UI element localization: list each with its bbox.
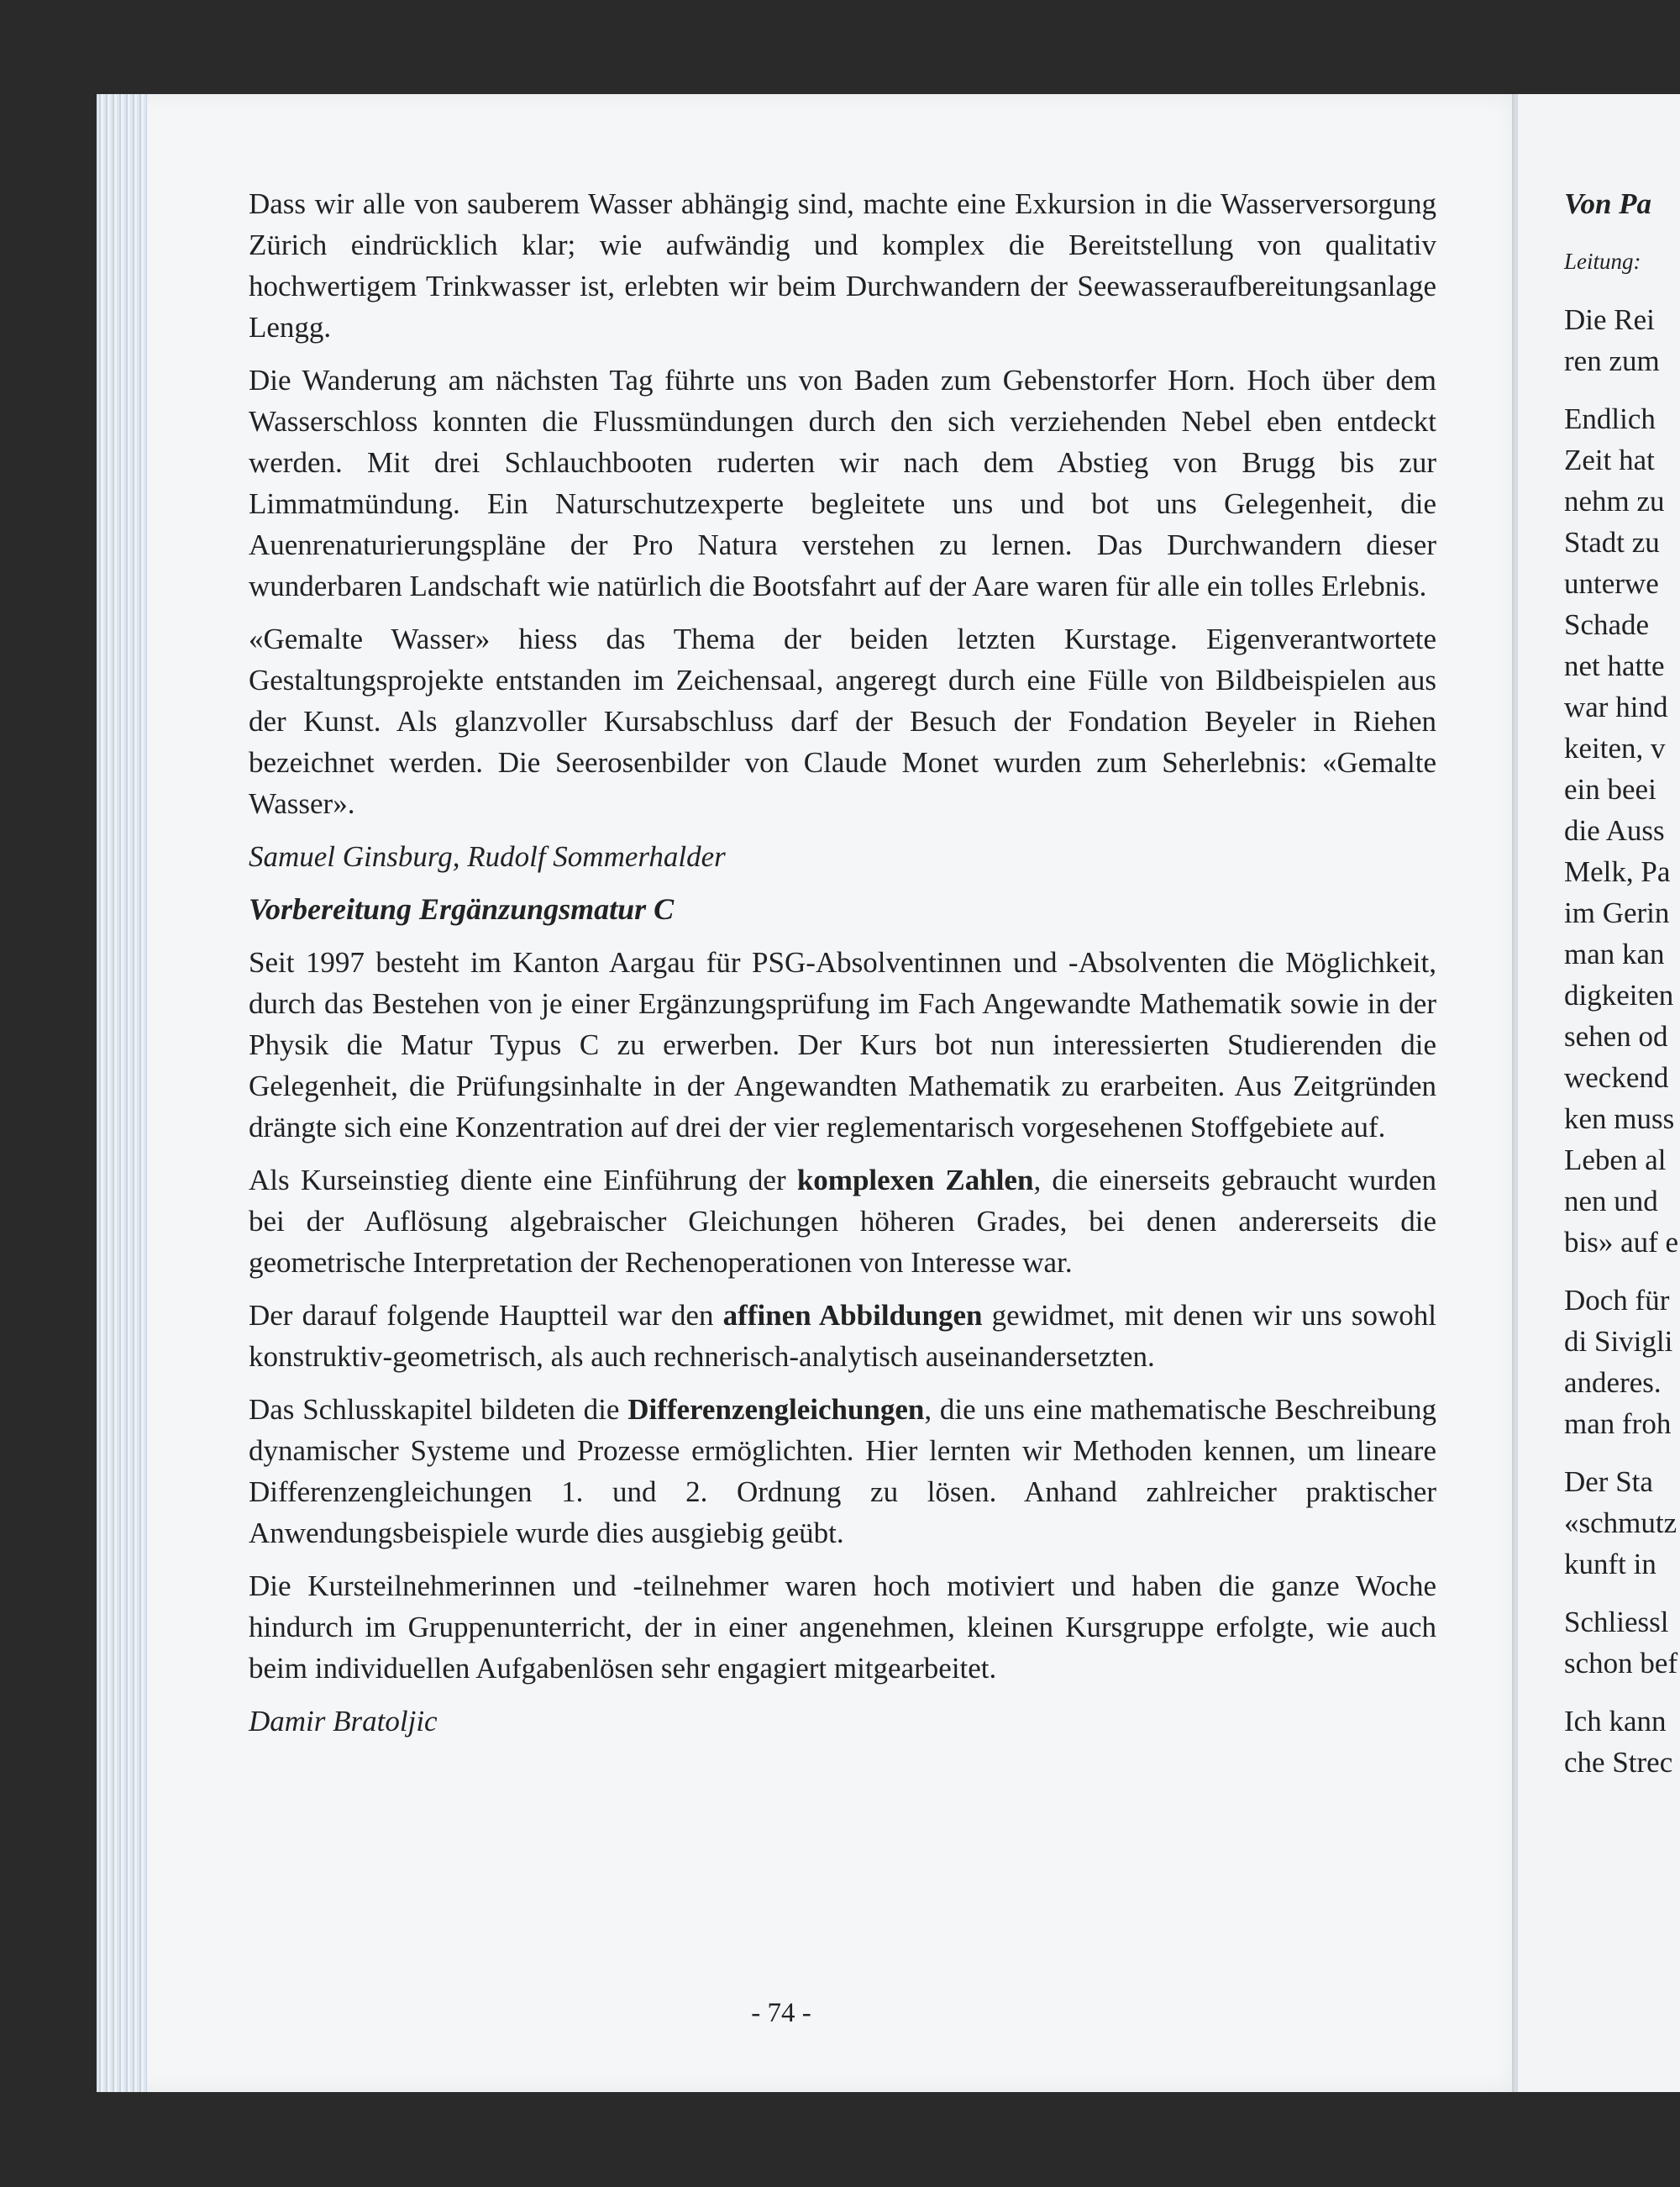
right-line: Doch für xyxy=(1564,1284,1670,1317)
line-gap xyxy=(1564,381,1680,398)
right-line: bis» auf e xyxy=(1564,1226,1679,1259)
right-line: Ich kann xyxy=(1564,1705,1667,1738)
right-line: schon bef xyxy=(1564,1647,1678,1680)
right-line: keiten, v xyxy=(1564,732,1666,765)
right-line: unterwe xyxy=(1564,567,1659,600)
right-line: man froh xyxy=(1564,1407,1672,1440)
text-run: gewidmet, mit denen wir uns sowohl konstruktiv-geometrisch, als auch rechnerisch-analytisch auseinandersetzten. xyxy=(249,1299,1436,1373)
right-line: di Sivigli xyxy=(1564,1325,1673,1358)
right-line: nen und xyxy=(1564,1185,1658,1217)
line-gap xyxy=(1564,1263,1680,1280)
paragraph: Dass wir alle von sauberem Wasser abhängig sind, machte eine Exkursion in die Wasserversorgung Zürich eindrücklich klar; wie aufwändig und komplex die Bereitstellung von qualitativ hochwertigem Trinkwasser ist, erlebten wir beim Durchwandern der Seewasseraufbereitungsanlage Lengg. xyxy=(249,187,1436,344)
right-line: Zeit hat xyxy=(1564,444,1655,476)
right-line: Leben al xyxy=(1564,1143,1667,1176)
line-gap xyxy=(1564,1585,1680,1601)
bold-term: komplexen Zahlen xyxy=(796,1164,1034,1196)
right-line: man kan xyxy=(1564,938,1665,970)
right-line: Schliessl xyxy=(1564,1606,1669,1638)
left-page-text xyxy=(249,183,1436,1753)
right-line: kunft in xyxy=(1564,1548,1656,1580)
right-line: weckend xyxy=(1564,1061,1669,1094)
right-line: Schade xyxy=(1564,608,1650,641)
right-heading: Von Pa xyxy=(1564,187,1652,220)
text-run: Als Kurseinstieg diente eine Einführung der xyxy=(249,1164,797,1196)
paragraph: Seit 1997 besteht im Kanton Aargau für PSG-Absolventinnen und -Absolventen die Möglichkeit, durch das Bestehen von je einer Ergänzungsprüfung im Fach Angewandte Mathematik sowie in der Physik die Matur Typus C zu erwerben. Der Kurs bot nun interessierten Studierenden die Gelegenheit, die Prüfungsinhalte in der Angewandten Mathematik zu erarbeiten. Aus Zeitgründen drängte sich eine Konzentration auf drei der vier reglementarisch vorgesehenen Stoffgebiete auf. xyxy=(249,946,1436,1143)
right-subtitle: Leitung: xyxy=(1564,249,1641,274)
right-line: che Strec xyxy=(1564,1746,1673,1779)
right-line: ren zum xyxy=(1564,344,1660,377)
right-line: ein beei xyxy=(1564,773,1656,806)
paragraph-diff xyxy=(249,1389,1436,1554)
signature-2: Damir Bratoljic xyxy=(249,1705,438,1738)
right-line: ken muss xyxy=(1564,1102,1675,1135)
line-gap xyxy=(1564,1684,1680,1701)
paragraph-complex xyxy=(249,1159,1436,1283)
text-run: , die einerseits gebraucht wurden bei der Auflösung algebraischer Gleichungen höheren Grades, bei denen andererseits die geometrische Interpretation der Rechenoperationen von Interesse war. xyxy=(249,1164,1436,1279)
text-run: , die uns eine mathematische Beschreibung dynamischer Systeme und Prozesse ermöglichten. Hier lernten wir Methoden kennen, um lineare Differenzengleichungen 1. und 2. Ordnung zu lösen. Anhand zahlreicher praktischer Anwendungsbeispiele wurde dies ausgiebig geübt. xyxy=(249,1393,1436,1549)
paragraph: Die Wanderung am nächsten Tag führte uns von Baden zum Gebenstorfer Horn. Hoch über dem Wasserschloss konnten die Flussmündungen durch den sich verziehenden Nebel eben entdeckt werden. Mit drei Schlauchbooten ruderten wir nach dem Abstieg von Brugg bis zur Limmatmündung. Ein Naturschutzexperte begleitete uns und bot uns Gelegenheit, die Auenrenaturierungspläne der Pro Natura verstehen zu lernen. Das Durchwandern dieser wunderbaren Landschaft wie natürlich die Bootsfahrt auf der Aare waren für alle ein tolles Erlebnis. xyxy=(249,364,1436,602)
right-line: Melk, Pa xyxy=(1564,855,1671,888)
page-number: - 74 - xyxy=(751,1998,811,2028)
right-line: Endlich xyxy=(1564,402,1656,435)
text-run: Der darauf folgende Hauptteil war den xyxy=(249,1299,723,1332)
right-lines xyxy=(1564,299,1680,1783)
right-line: sehen od xyxy=(1564,1020,1668,1053)
right-line: digkeiten xyxy=(1564,979,1674,1012)
right-line: Die Rei xyxy=(1564,303,1655,336)
right-line: die Auss xyxy=(1564,814,1665,847)
line-gap xyxy=(1564,1444,1680,1461)
text-run: Das Schlusskapitel bildeten die xyxy=(249,1393,628,1426)
right-line: net hatte xyxy=(1564,649,1665,682)
bold-term: Differenzengleichungen xyxy=(627,1393,925,1426)
paragraph-affine xyxy=(249,1295,1436,1377)
right-line: anderes. xyxy=(1564,1366,1662,1399)
right-line: nehm zu xyxy=(1564,485,1665,518)
paragraph: Die Kursteilnehmerinnen und -teilnehmer waren hoch motiviert und haben die ganze Woche hindurch im Gruppenunterricht, der in einer angenehmen, kleinen Kursgruppe erfolgte, wie auch beim individuellen Aufgabenlösen sehr engagiert mitgearbeitet. xyxy=(249,1569,1436,1685)
page-edges xyxy=(97,94,147,2092)
right-line: im Gerin xyxy=(1564,896,1670,929)
right-page-text xyxy=(1564,183,1680,1783)
right-line: Der Sta xyxy=(1564,1465,1653,1498)
bold-term: affinen Abbildungen xyxy=(722,1299,983,1332)
right-line: «schmutz xyxy=(1564,1506,1677,1539)
paragraph: «Gemalte Wasser» hiess das Thema der beiden letzten Kurstage. Eigenverantwortete Gestaltungsprojekte entstanden im Zeichensaal, angeregt durch eine Fülle von Bildbeispielen aus der Kunst. Als glanzvoller Kursabschluss darf der Besuch der Fondation Beyeler in Riehen bezeichnet werden. Die Seerosenbilder von Claude Monet wurden zum Seherlebnis: «Gemalte Wasser». xyxy=(249,623,1436,820)
signature-1: Samuel Ginsburg, Rudolf Sommerhalder xyxy=(249,840,726,873)
right-line: war hind xyxy=(1564,691,1668,723)
section-heading: Vorbereitung Ergänzungsmatur C xyxy=(249,892,675,926)
right-line: Stadt zu xyxy=(1564,526,1660,559)
